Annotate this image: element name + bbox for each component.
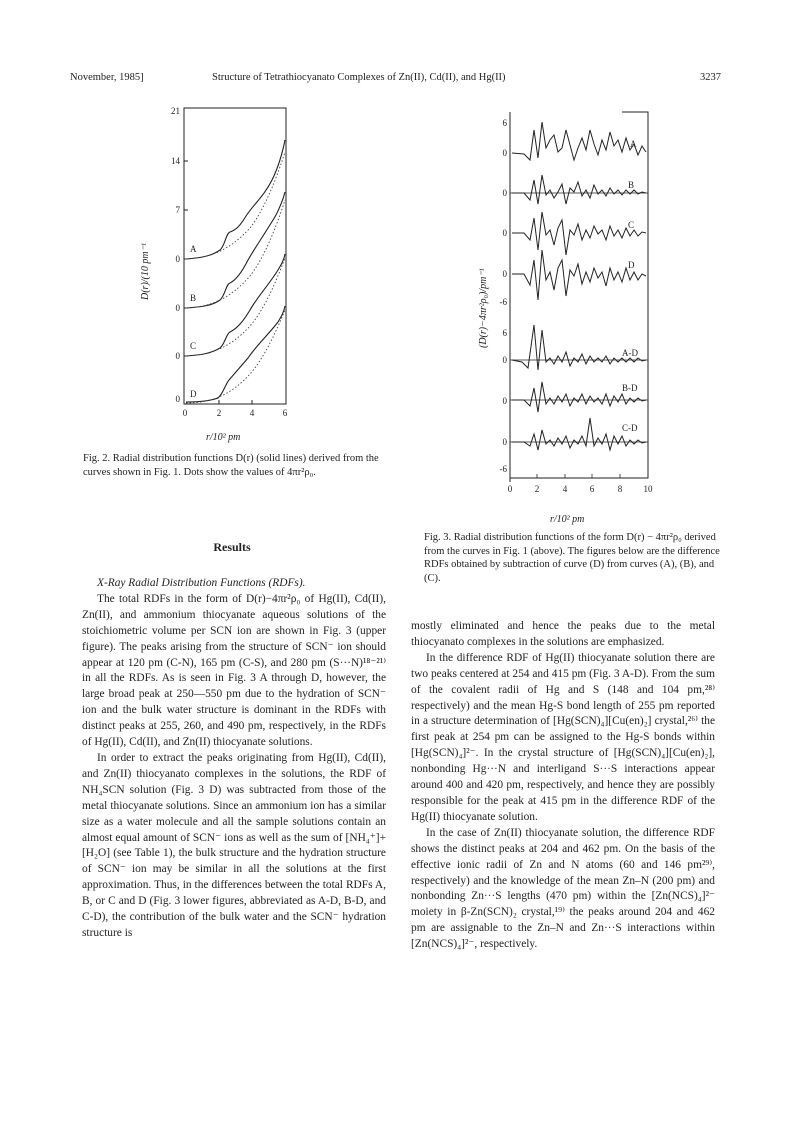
fig3-ytick: 0 xyxy=(502,188,507,198)
fig3-xtick: 6 xyxy=(589,484,595,494)
fig3-curve-d xyxy=(512,250,646,300)
fig3-ytick: -6 xyxy=(499,297,507,307)
fig3-xtick: 4 xyxy=(562,484,568,494)
fig2-ytick: 21 xyxy=(171,106,180,116)
fig2-xtick: 4 xyxy=(249,408,255,418)
fig2-ylabel: D(r)/(10 pm⁻¹ xyxy=(140,243,151,300)
figure-2 xyxy=(130,100,370,450)
fig3-xtick: 8 xyxy=(617,484,623,494)
fig2-ytick: 14 xyxy=(171,156,180,166)
fig2-ytick: 0 xyxy=(175,254,180,264)
header-date: November, 1985] xyxy=(70,72,144,83)
fig3-ytick: 6 xyxy=(502,118,507,128)
body-paragraph: In the difference RDF of Hg(II) thiocyanate solution there are two peaks centered at 254 and 415 pm (Fig. 3 A-D). From the sum of the covalent radii of Hg and S (148 and 104 pm,²⁸⁾ respectively) and the mean Hg-S bond length of 255 pm reported in a structure determination of [Hg(SCN)₄][Cu(en)₂] crystal,²⁶⁾ the first peak at 254 pm can be assigned to the Hg-S bonds within [Hg(SCN)₄]²⁻. In the crystal structure of [Hg(SCN)₄][Cu(en)₂], nonbonding Hg···N and interligand S···S interactions appear around 400 and 420 pm, respectively, and hence they are possibly responsible for the peak at 415 pm in the difference RDF of the Hg(II) thiocyanate solution. xyxy=(411,651,715,823)
fig3-curve-a xyxy=(512,122,646,160)
fig3-curve-label-cd: C-D xyxy=(622,423,638,433)
fig3-curve-label-c: C xyxy=(628,220,635,230)
fig2-caption: Fig. 2. Radial distribution functions D(r) (solid lines) derived from the curves shown in Fig. 1. Dots show the values of 4πr²ρ₀. xyxy=(83,453,379,478)
body-paragraph: The total RDFs in the form of D(r)−4πr²ρ₀ of Hg(II), Cd(II), Zn(II), and ammonium thiocyanate aqueous solutions of the stoichiometric volume per SCN ion are shown in Fig. 3 (upper figure). The peaks arising from the structure of SCN⁻ ion should appear at 120 pm (C-N), 165 pm (C-S), and 280 pm (S···N)¹⁸⁻²¹⁾ in all the RDFs. As is seen in Fig. 3 A through D, however, the large broad peak at 250—550 pm due to the hydration of SCN⁻ ion and the bulk water structure is dominant in the RDFs with distinct peaks at 255, 260, and 490 pm, respectively, in the RDFs of Hg(II), Cd(II), and Zn(II) thiocyanate solutions. xyxy=(82,592,386,749)
fig2-xtick: 0 xyxy=(182,408,188,418)
fig3-ylabel: (D(r)−4πr²ρ₀)/pm⁻¹ xyxy=(478,268,489,348)
fig3-caption: Fig. 3. Radial distribution functions of the form D(r) − 4πr²ρ₀ derived from the curves in Fig. 1 (above). The figures below are the difference RDFs obtained by subtraction of curve (D) from curves (A), (B), and (C). xyxy=(424,532,720,584)
fig2-ytick: 7 xyxy=(175,205,180,215)
fig3-ytick: 6 xyxy=(502,328,507,338)
fig3-curve-label-d: D xyxy=(628,260,635,270)
fig2-ytick: 0 xyxy=(175,394,180,404)
body-paragraph: mostly eliminated and hence the peaks due to the metal thiocyanato complexes in the solutions are emphasized. xyxy=(411,620,715,648)
results-heading: Results xyxy=(213,540,251,554)
figure-3 xyxy=(472,100,672,530)
fig2-xtick: 6 xyxy=(282,408,288,418)
fig3-ytick: -6 xyxy=(499,464,507,474)
fig2-curve-label-a: A xyxy=(190,244,197,254)
fig3-curve-label-ad: A-D xyxy=(622,348,638,358)
fig3-curve-label-b: B xyxy=(628,180,635,190)
fig3-xlabel: r/10² pm xyxy=(550,514,585,525)
fig2-plot-frame xyxy=(184,108,286,404)
fig3-ytick: 0 xyxy=(502,228,507,238)
body-paragraph: In order to extract the peaks originating from Hg(II), Cd(II), and Zn(II) thiocyanato complexes in the solutions, the RDF of NH₄SCN solution (Fig. 3 D) was subtracted from those of the metal thiocyanate solutions. Since an ammonium ion has a similar size as a water molecule and all the sample solutions contain an almost equal amount of SCN⁻ ions as well as the sum of [NH₄⁺]+[H₂O] (see Table 1), the bulk structure and the hydration structure of SCN⁻ ion may be similar in all the solutions at the first approximation. Thus, in the differences between the total RDFs A, B, or C and D (Fig. 3 lower figures, abbreviated as A-D, B-D, and C-D), the contribution of the bulk water and the SCN⁻ hydration structure is xyxy=(82,751,386,939)
fig3-curve-label-a: A xyxy=(630,139,637,149)
fig2-curve-label-c: C xyxy=(190,341,197,351)
header-page-number: 3237 xyxy=(700,72,721,83)
fig3-ytick: 0 xyxy=(502,148,507,158)
fig2-ytick: 0 xyxy=(175,351,180,361)
right-text-column xyxy=(411,619,715,953)
fig3-xtick: 0 xyxy=(507,484,513,494)
fig3-ytick: 0 xyxy=(502,396,507,406)
header-title: Structure of Tetrathiocyanato Complexes of Zn(II), Cd(II), and Hg(II) xyxy=(212,72,506,83)
fig3-curve-b xyxy=(512,175,646,204)
fig3-ytick: 0 xyxy=(502,355,507,365)
results-subheading: X-Ray Radial Distribution Functions (RDFs). xyxy=(97,577,306,589)
fig2-curve-label-d: D xyxy=(190,389,197,399)
left-text-column xyxy=(82,576,386,942)
fig3-curve-c xyxy=(512,212,646,255)
fig3-xtick: 2 xyxy=(534,484,540,494)
fig2-xtick: 2 xyxy=(216,408,222,418)
fig3-ytick: 0 xyxy=(502,437,507,447)
body-paragraph: In the case of Zn(II) thiocyanate solution, the difference RDF shows the distinct peaks at 204 and 462 pm. On the basis of the effective ionic radii of Zn and N atoms (60 and 146 pm²⁹⁾, respectively) and the knowledge of the mean Zn–N (200 pm) and nonbonding Zn···S lengths (470 pm) within the [Zn(NCS)₄]²⁻ moiety in β-Zn(SCN)₂ crystal,¹⁹⁾ the peaks around 204 and 462 pm are assignable to the Zn–N and Zn···S interactions within [Zn(NCS)₄]²⁻, respectively. xyxy=(411,826,715,951)
fig3-curve-label-bd: B-D xyxy=(622,383,638,393)
fig2-curve-c xyxy=(186,254,285,356)
fig3-xtick: 10 xyxy=(643,484,653,494)
fig2-xlabel: r/10² pm xyxy=(206,432,241,443)
fig3-ytick: 0 xyxy=(502,269,507,279)
fig2-ytick: 0 xyxy=(175,303,180,313)
fig2-curve-label-b: B xyxy=(190,293,197,303)
